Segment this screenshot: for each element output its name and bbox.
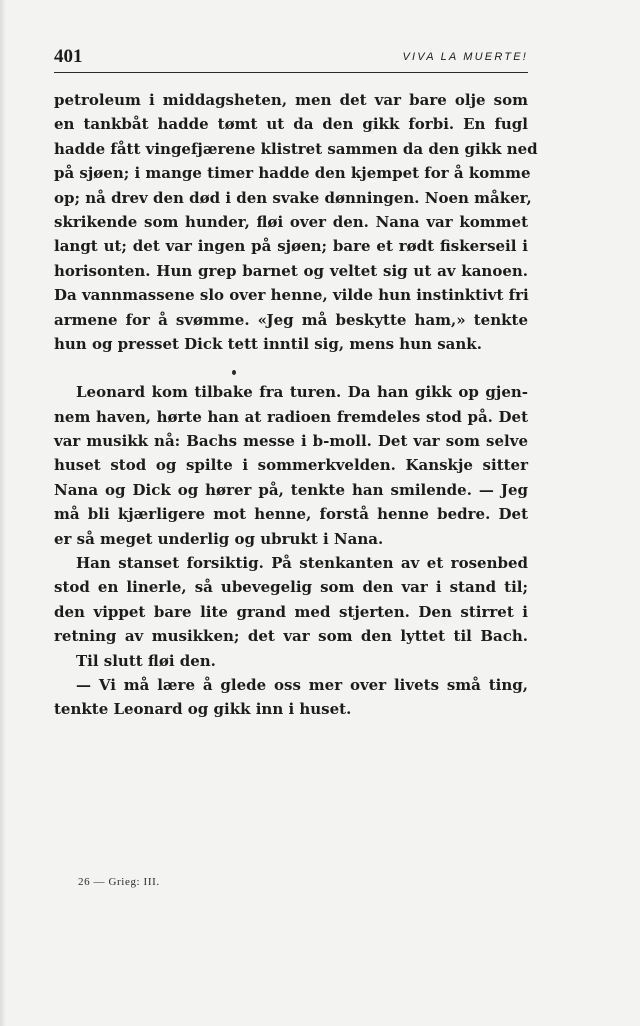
text-line: petroleum i middagsheten, men det var bare olje som <box>54 91 528 109</box>
text-line: den vippet bare lite grand med stjerten. Den stirret i <box>54 602 528 621</box>
text-line: må bli kjærligere mot henne, forstå henne bedre. Det <box>54 505 528 524</box>
text-line: en tankbåt hadde tømt ut da den gikk forbi. En fugl <box>54 115 528 134</box>
text-line: Han stanset forsiktig. På stenkanten av et rosenbed <box>76 554 528 573</box>
paragraph-5 <box>54 673 528 722</box>
text-line: skrikende som hunder, fløi over den. Nana var kommet <box>54 212 528 231</box>
text-line: Da vannmassene slo over henne, vilde hun instinktivt fri <box>54 286 529 305</box>
text-line: armene for å svømme. «Jeg må beskytte ham,» tenkte <box>54 310 528 329</box>
printer-signature: 26 — Grieg: III. <box>78 876 160 888</box>
section-break <box>54 356 528 380</box>
text-line: hadde fått vingefjærene klistret sammen da den gikk ned <box>54 139 538 158</box>
text-line: op; nå drev den død i den svake dønningen. Noen måker, <box>54 188 532 207</box>
body-text <box>54 88 538 722</box>
text-line: hun og presset Dick tett inntil sig, mens hun sank. <box>54 334 482 353</box>
paragraph-2 <box>54 380 528 551</box>
text-line: tenkte Leonard og gikk inn i huset. <box>54 700 352 719</box>
text-line: Nana og Dick og hører på, tenkte han smilende. — Jeg <box>54 480 528 499</box>
text-line: var musikk nå: Bachs messe i b-moll. Det var som selve <box>54 432 528 451</box>
paragraph-1 <box>54 88 538 356</box>
text-line: er så meget underlig og ubrukt i Nana. <box>54 529 384 548</box>
page-number: 401 <box>54 46 83 67</box>
text-line: nem haven, hørte han at radioen fremdeles stod på. Det <box>54 407 528 426</box>
text-line: langt ut; det var ingen på sjøen; bare et rødt fiskerseil i <box>54 237 528 256</box>
text-line: huset stod og spilte i sommerkvelden. Kanskje sitter <box>54 456 528 475</box>
running-title: VIVA LA MUERTE! <box>402 51 528 63</box>
text-line: Leonard kom tilbake fra turen. Da han gikk op gjen- <box>76 383 528 402</box>
text-line: stod en linerle, så ubevegelig som den var i stand til; <box>54 578 528 597</box>
paragraph-4 <box>54 649 528 673</box>
section-break-dot <box>232 370 236 375</box>
text-line: horisonten. Hun grep barnet og veltet sig ut av kanoen. <box>54 261 528 280</box>
text-line: retning av musikken; det var som den lyttet til Bach. <box>54 627 528 646</box>
page-header <box>54 46 528 73</box>
text-line: på sjøen; i mange timer hadde den kjempet for å komme <box>54 164 531 183</box>
paragraph-3 <box>54 551 528 649</box>
text-line: — Vi må lære å glede oss mer over livets små ting, <box>76 675 528 694</box>
page-edge-shadow <box>0 0 6 1026</box>
text-line: Til slutt fløi den. <box>76 651 216 670</box>
